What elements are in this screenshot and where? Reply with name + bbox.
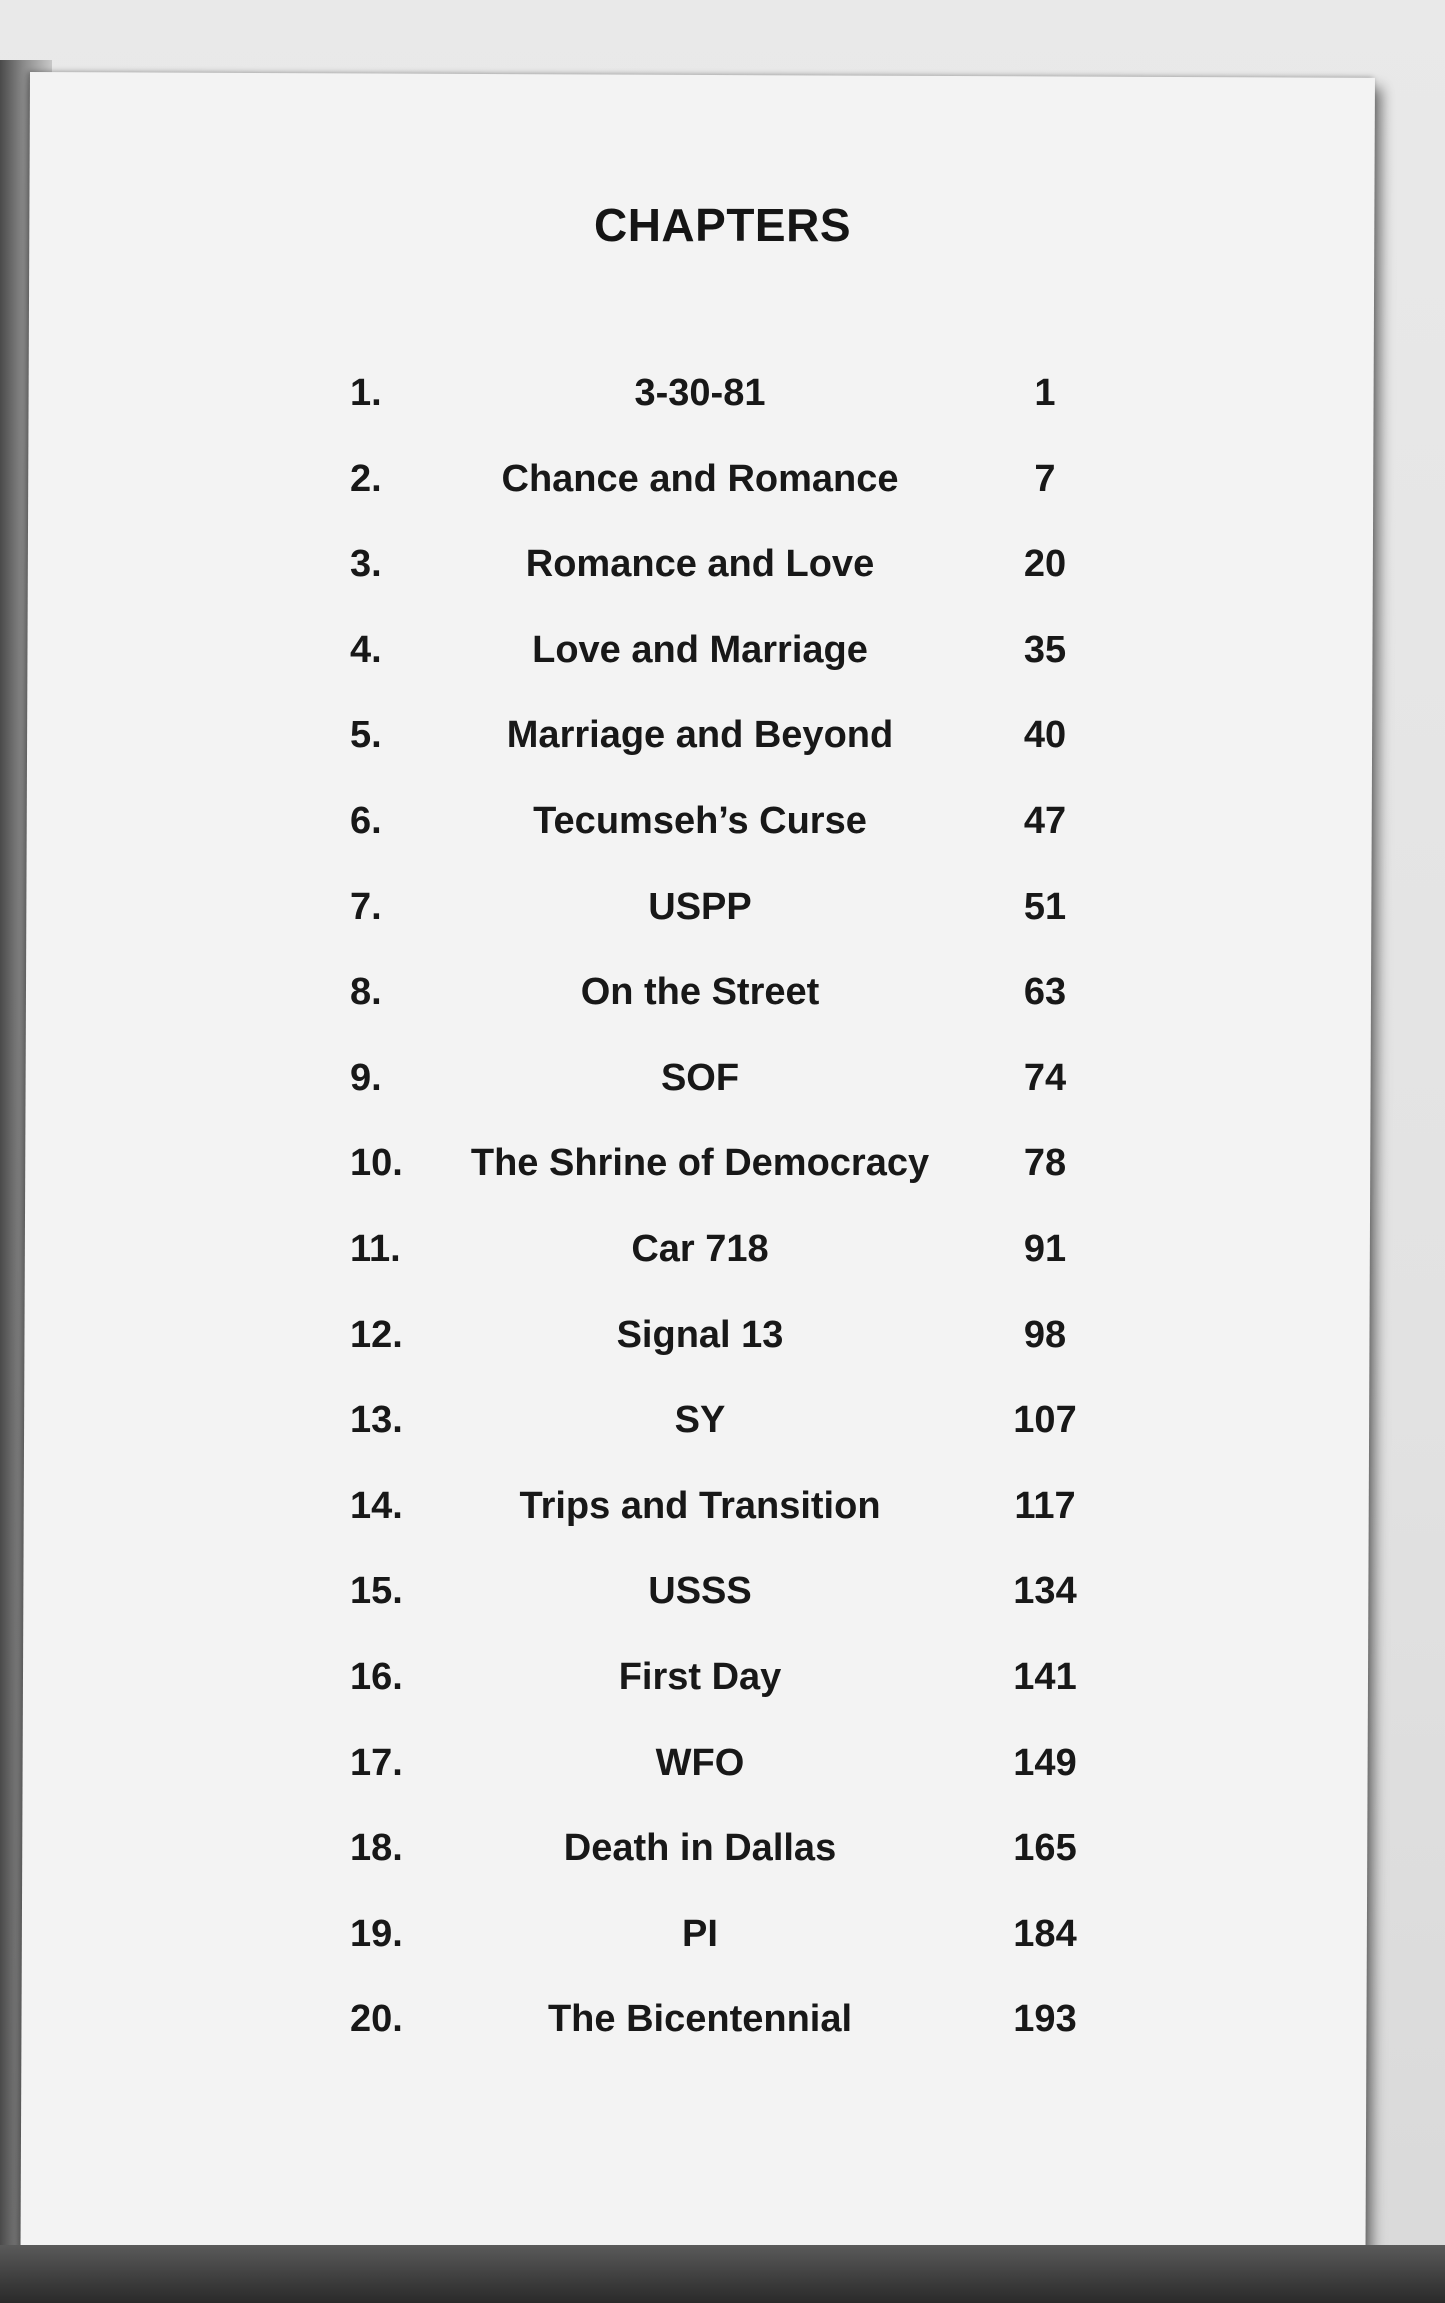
chapter-number: 18. [350, 1827, 403, 1870]
chapter-page-number: 184 [1013, 1912, 1077, 1955]
chapter-title: Trips and Transition [519, 1484, 881, 1527]
table-of-contents [340, 372, 1110, 2084]
chapter-title: Car 718 [631, 1227, 769, 1270]
chapter-title: WFO [655, 1741, 745, 1784]
chapter-number: 3. [350, 543, 382, 586]
chapter-number: 7. [350, 885, 382, 928]
chapter-number: 12. [350, 1313, 403, 1356]
chapter-title: The Bicentennial [547, 1998, 853, 2041]
chapter-row [340, 800, 1110, 886]
chapter-row [340, 1570, 1110, 1656]
chapter-page-number: 78 [1023, 1142, 1067, 1185]
chapter-number: 13. [350, 1399, 403, 1442]
chapter-title: Love and Marriage [532, 628, 868, 671]
chapter-page-number: 141 [1013, 1655, 1077, 1698]
chapter-title: The Shrine of Democracy [470, 1142, 930, 1185]
chapter-page-number: 149 [1013, 1741, 1077, 1784]
chapter-title: Signal 13 [616, 1313, 784, 1356]
chapter-number: 2. [350, 457, 382, 500]
chapter-page-number: 40 [1023, 714, 1067, 757]
chapter-row [340, 458, 1110, 544]
chapter-number: 16. [350, 1655, 403, 1698]
chapter-row [340, 1656, 1110, 1742]
chapter-row [340, 1057, 1110, 1143]
chapter-title: SY [674, 1399, 726, 1442]
chapter-page-number: 193 [1013, 1998, 1077, 2041]
chapter-row [340, 1913, 1110, 1999]
chapter-number: 14. [350, 1484, 403, 1527]
chapter-number: 15. [350, 1570, 403, 1613]
chapter-number: 1. [350, 372, 382, 414]
chapter-number: 17. [350, 1741, 403, 1784]
bottom-shadow [0, 2245, 1445, 2303]
chapter-page-number: 1 [1034, 372, 1056, 414]
chapter-number: 9. [350, 1056, 382, 1099]
chapter-row [340, 543, 1110, 629]
chapter-row [340, 1399, 1110, 1485]
chapter-number: 4. [350, 628, 382, 671]
chapter-title: Marriage and Beyond [506, 714, 894, 757]
chapter-page-number: 91 [1023, 1227, 1067, 1270]
chapter-page-number: 117 [1014, 1484, 1076, 1527]
chapter-row [340, 886, 1110, 972]
chapter-row [340, 714, 1110, 800]
chapter-page-number: 51 [1023, 885, 1067, 928]
chapter-row [340, 1485, 1110, 1571]
chapter-page-number: 20 [1023, 543, 1067, 586]
chapter-title: Death in Dallas [563, 1827, 837, 1870]
chapter-title: Romance and Love [525, 543, 875, 586]
chapter-number: 6. [350, 799, 382, 842]
chapter-number: 5. [350, 714, 382, 757]
chapter-page-number: 98 [1023, 1313, 1067, 1356]
chapter-number: 19. [350, 1912, 403, 1955]
chapter-page-number: 63 [1023, 971, 1067, 1014]
chapter-title: First Day [618, 1655, 782, 1698]
chapter-page-number: 7 [1034, 457, 1056, 500]
chapter-page-number: 134 [1013, 1570, 1077, 1613]
chapter-page-number: 165 [1013, 1827, 1077, 1870]
chapter-title: USSS [648, 1570, 752, 1613]
chapter-row [340, 1142, 1110, 1228]
chapter-row [340, 1314, 1110, 1400]
chapter-page-number: 35 [1023, 628, 1067, 671]
chapter-row [340, 629, 1110, 715]
chapter-number: 20. [350, 1998, 403, 2041]
chapter-row [340, 1998, 1110, 2084]
chapter-title: On the Street [580, 971, 820, 1014]
chapter-title: USPP [648, 885, 752, 928]
chapter-row [340, 1228, 1110, 1314]
chapter-page-number: 47 [1023, 799, 1067, 842]
chapter-title: SOF [660, 1056, 740, 1099]
chapter-title: PI [682, 1912, 718, 1955]
chapter-row [340, 372, 1110, 458]
chapter-row [340, 1827, 1110, 1913]
chapter-number: 11. [350, 1227, 401, 1270]
chapter-row [340, 1742, 1110, 1828]
page-title: CHAPTERS [593, 199, 852, 251]
chapter-row [340, 971, 1110, 1057]
chapter-number: 10. [350, 1142, 403, 1185]
chapter-page-number: 107 [1013, 1399, 1077, 1442]
chapter-title: Tecumseh’s Curse [533, 799, 867, 842]
chapter-page-number: 74 [1023, 1056, 1067, 1099]
chapter-number: 8. [350, 971, 382, 1014]
chapter-title: Chance and Romance [501, 457, 899, 500]
chapter-title: 3-30-81 [634, 372, 766, 414]
